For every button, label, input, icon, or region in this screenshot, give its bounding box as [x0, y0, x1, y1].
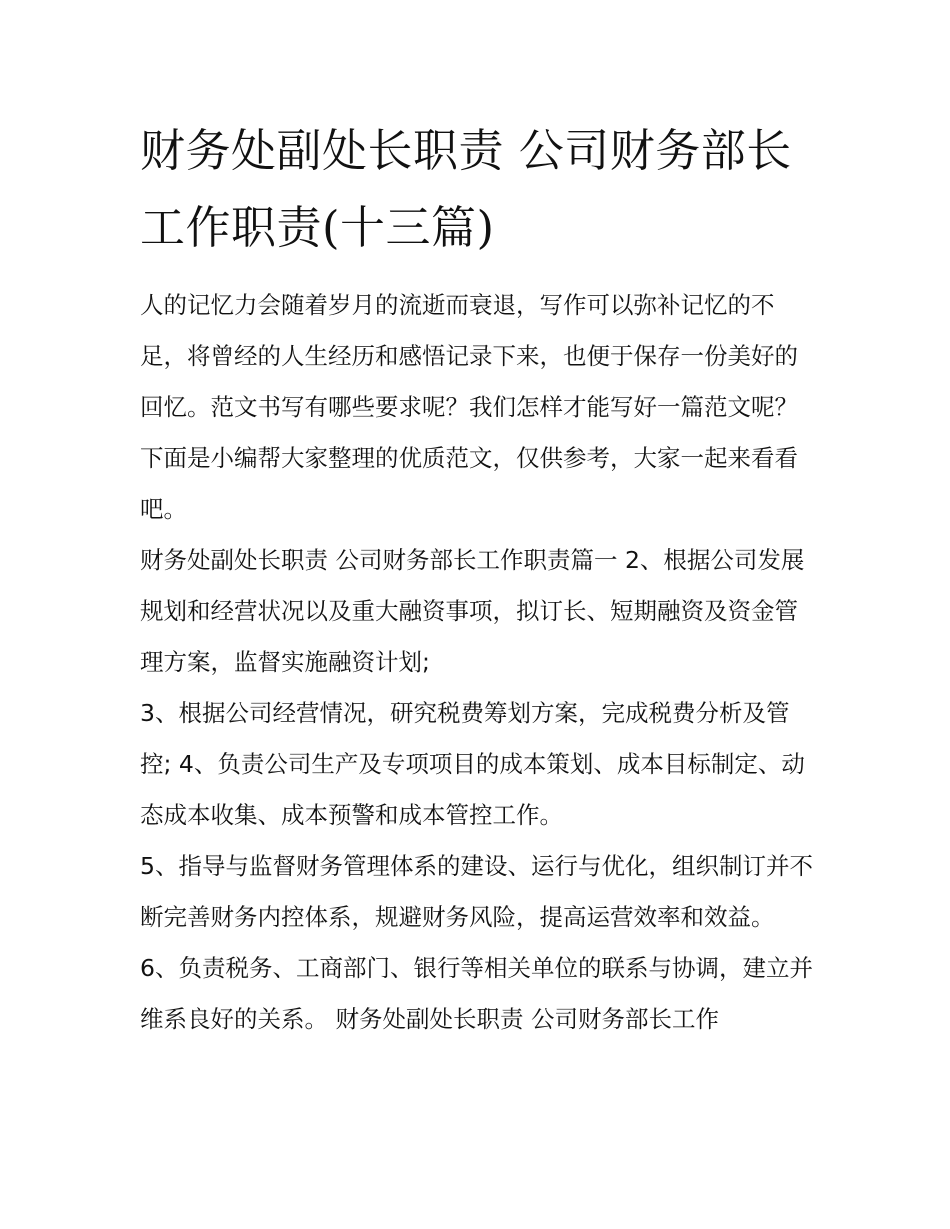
document-title: 财务处副处长职责 公司财务部长工作职责(十三篇) [140, 124, 792, 254]
paragraph-item-5: 5、指导与监督财务管理体系的建设、运行与优化，组织制订并不断完善财务内控体系，规避财务风险，提高运营效率和效益。 [140, 852, 813, 931]
intro-paragraph: 人的记忆力会随着岁月的流逝而衰退，写作可以弥补记忆的不足，将曾经的人生经历和感悟记录下来，也便于保存一份美好的回忆。范文书写有哪些要求呢？我们怎样才能写好一篇范文呢？下面是小编帮大家整理的优质范文，仅供参考，大家一起来看看吧。 [140, 291, 798, 523]
paragraph-item-3-4: 3、根据公司经营情况，研究税费筹划方案，完成税费分析及管控; 4、负责公司生产及专项项目的成本策划、成本目标制定、动态成本收集、成本预警和成本管控工作。 [140, 699, 805, 829]
paragraph-item-6: 6、负责税务、工商部门、银行等相关单位的联系与协调，建立并维系良好的关系。 财务处副处长职责 公司财务部长工作 [140, 954, 813, 1033]
paragraph-item-2: 财务处副处长职责 公司财务部长工作职责篇一 2、根据公司发展规划和经营状况以及重大融资事项，拟订长、短期融资及资金管理方案，监督实施融资计划; [140, 546, 805, 676]
document-body [140, 280, 816, 1045]
